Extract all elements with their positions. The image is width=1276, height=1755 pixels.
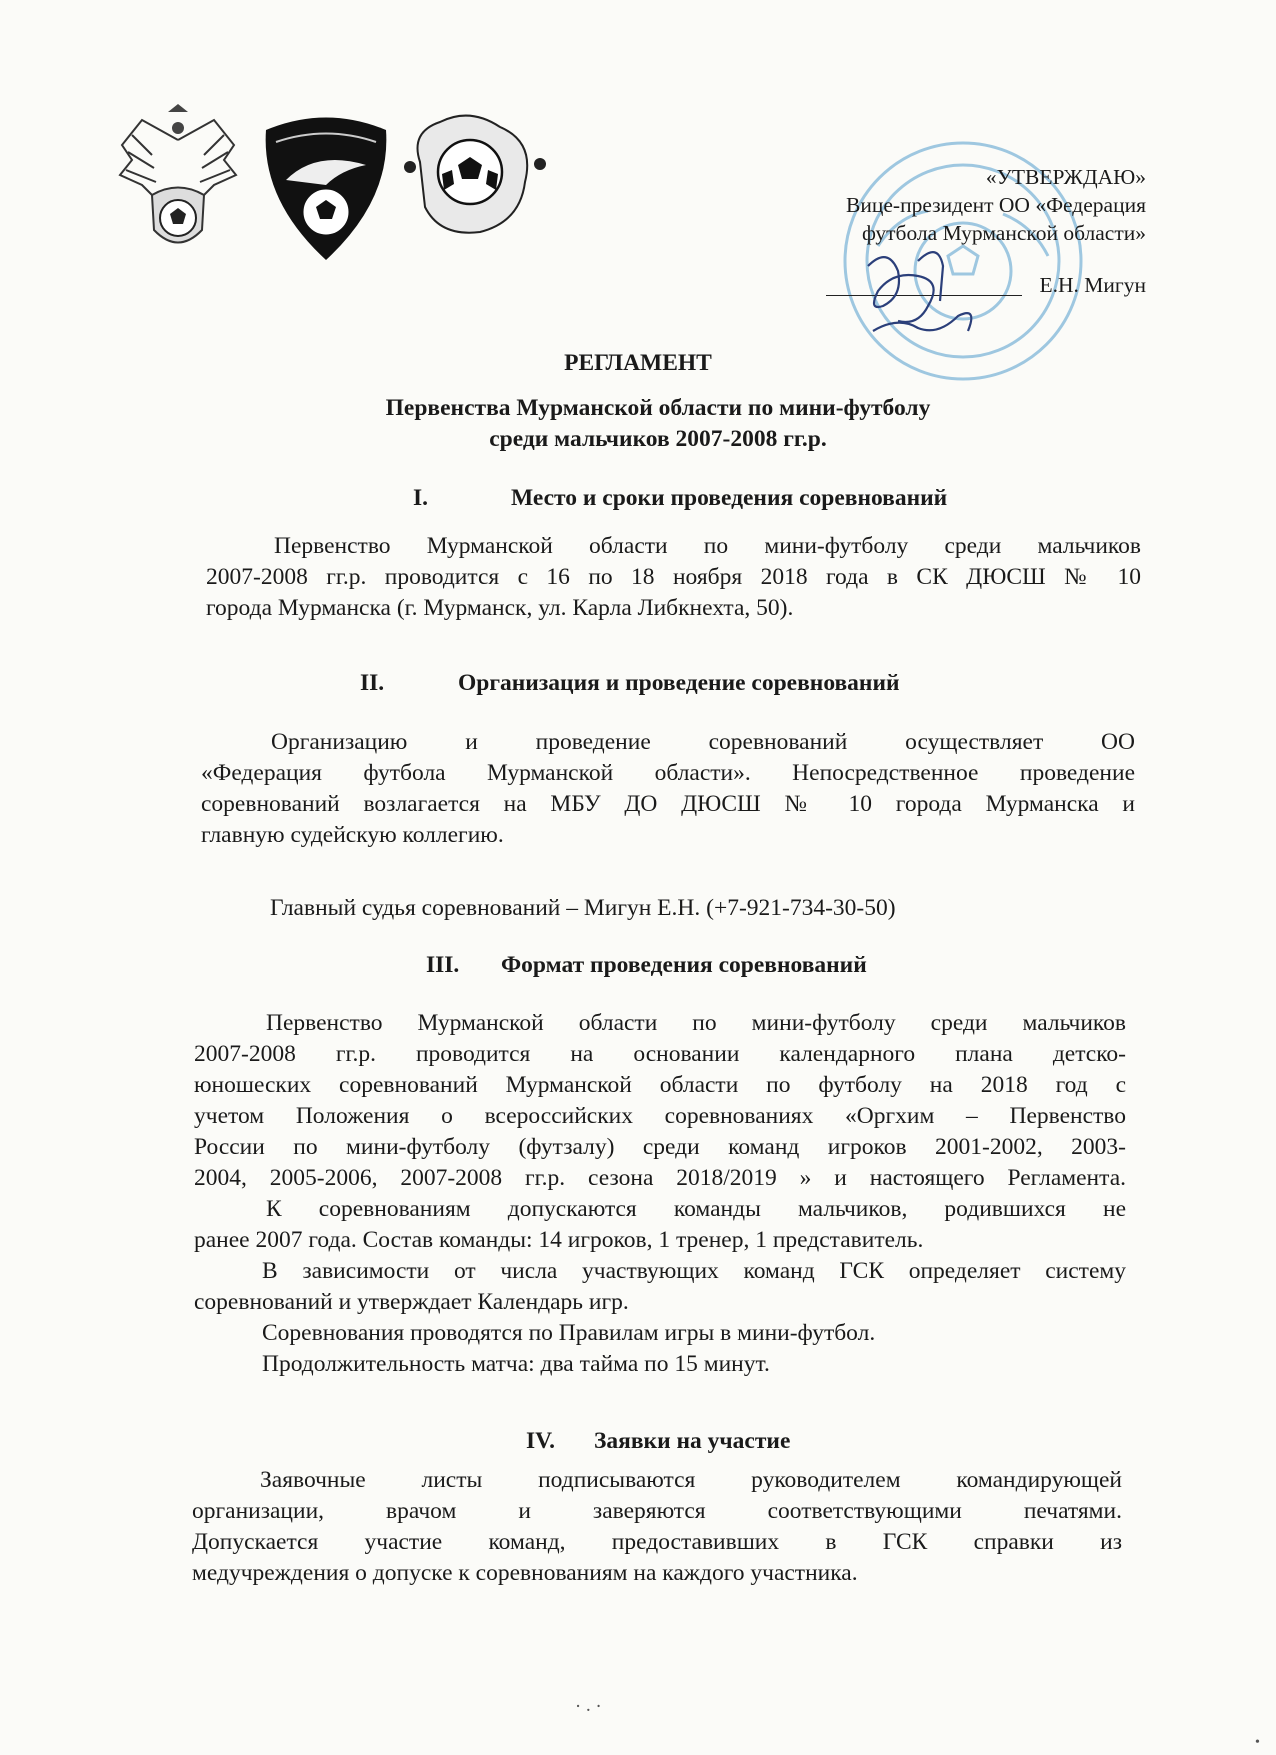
paragraph-line: Заявочные листы подписываются руководителем командирующей [260, 1467, 1122, 1493]
handwritten-signature [848, 236, 1008, 346]
murmansk-federation-logo [400, 102, 550, 257]
paragraph-line: ранее 2007 года. Состав команды: 14 игроков, 1 тренер, 1 представитель. [194, 1227, 924, 1253]
section-heading [413, 485, 947, 512]
paragraph-line: Соревнования проводятся по Правилам игры в мини-футбол. [262, 1320, 876, 1346]
paragraph-line: учетом Положения о всероссийских соревнованиях «Оргхим – Первенство [194, 1103, 1126, 1129]
paragraph-line: главную судейскую коллегию. [201, 822, 504, 848]
section-paragraph [201, 727, 1135, 851]
section-number: I. [413, 485, 429, 511]
section-number: III. [426, 952, 460, 978]
document-title: РЕГЛАМЕНТ [564, 350, 712, 376]
approval-title: «УТВЕРЖДАЮ» [985, 165, 1146, 189]
paragraph-line: Допускается участие команд, предоставивших в ГСК справки из [192, 1529, 1122, 1555]
section-title: Место и сроки проведения соревнований [511, 485, 948, 511]
paragraph-line: организации, врачом и заверяются соответствующими печатями. [192, 1498, 1122, 1524]
paragraph-line: Продолжительность матча: два тайма по 15 минут. [262, 1351, 770, 1377]
section-paragraph [206, 531, 1141, 624]
paragraph-line: 2007-2008 гг.р. проводится с 16 по 18 ноября 2018 года в СК ДЮСШ № 10 [206, 564, 1141, 590]
section-paragraph [194, 1008, 1126, 1380]
document-subtitle-line1: Первенства Мурманской области по мини-футболу [385, 395, 931, 421]
paragraph-line: 2007-2008 гг.р. проводится на основании календарного плана детско- [194, 1041, 1126, 1067]
paragraph-line: России по мини-футболу (футзалу) среди команд игроков 2001-2002, 2003- [194, 1134, 1126, 1160]
paragraph-line: «Федерация футбола Мурманской области». Непосредственное проведение [201, 760, 1135, 786]
section-title: Заявки на участие [594, 1428, 791, 1454]
northwest-football-logo [256, 110, 396, 265]
approval-position-line2: футбола Мурманской области» [861, 221, 1146, 245]
chief-judge-line: Главный судья соревнований – Мигун Е.Н. (+7-921-734-30-50) [270, 895, 896, 921]
section-heading [360, 670, 900, 697]
approval-block [846, 163, 1146, 247]
section-title: Организация и проведение соревнований [458, 670, 900, 696]
section-number: IV. [526, 1428, 555, 1454]
section-title: Формат проведения соревнований [501, 952, 867, 978]
paragraph-line: юношеских соревнований Мурманской области по футболу на 2018 год с [194, 1072, 1126, 1098]
paragraph-line: Первенство Мурманской области по мини-футболу среди мальчиков [274, 533, 1141, 559]
rfs-logo [112, 100, 244, 260]
paragraph-line: соревнований возлагается на МБУ ДО ДЮСШ № 10 города Мурманска и [201, 791, 1135, 817]
scan-artifact: ⠂⠄⠂ [575, 1701, 606, 1716]
paragraph-line: медучреждения о допуске к соревнованиям на каждого участника. [192, 1560, 858, 1586]
paragraph-line: 2004, 2005-2006, 2007-2008 гг.р. сезона 2018/2019 » и настоящего Регламента. [194, 1165, 1126, 1191]
paragraph-line: В зависимости от числа участвующих команд ГСК определяет систему [262, 1258, 1126, 1284]
section-heading [526, 1428, 790, 1455]
scan-artifact: • [1255, 1735, 1260, 1750]
section-heading [426, 952, 867, 979]
approval-position-line1: Вице-президент ОО «Федерация [846, 193, 1146, 217]
paragraph-line: города Мурманска (г. Мурманск, ул. Карла Либкнехта, 50). [206, 595, 794, 621]
paragraph-line: Организацию и проведение соревнований осуществляет ОО [271, 729, 1135, 755]
paragraph-line: Первенство Мурманской области по мини-футболу среди мальчиков [266, 1010, 1126, 1036]
section-paragraph [192, 1465, 1122, 1589]
paragraph-line: К соревнованиям допускаются команды мальчиков, родившихся не [266, 1196, 1126, 1222]
paragraph-line: соревнований и утверждает Календарь игр. [194, 1289, 629, 1315]
section-number: II. [360, 670, 385, 696]
approver-name: Е.Н. Мигун [1039, 273, 1146, 297]
document-subtitle-line2: среди мальчиков 2007-2008 гг.р. [489, 426, 827, 452]
